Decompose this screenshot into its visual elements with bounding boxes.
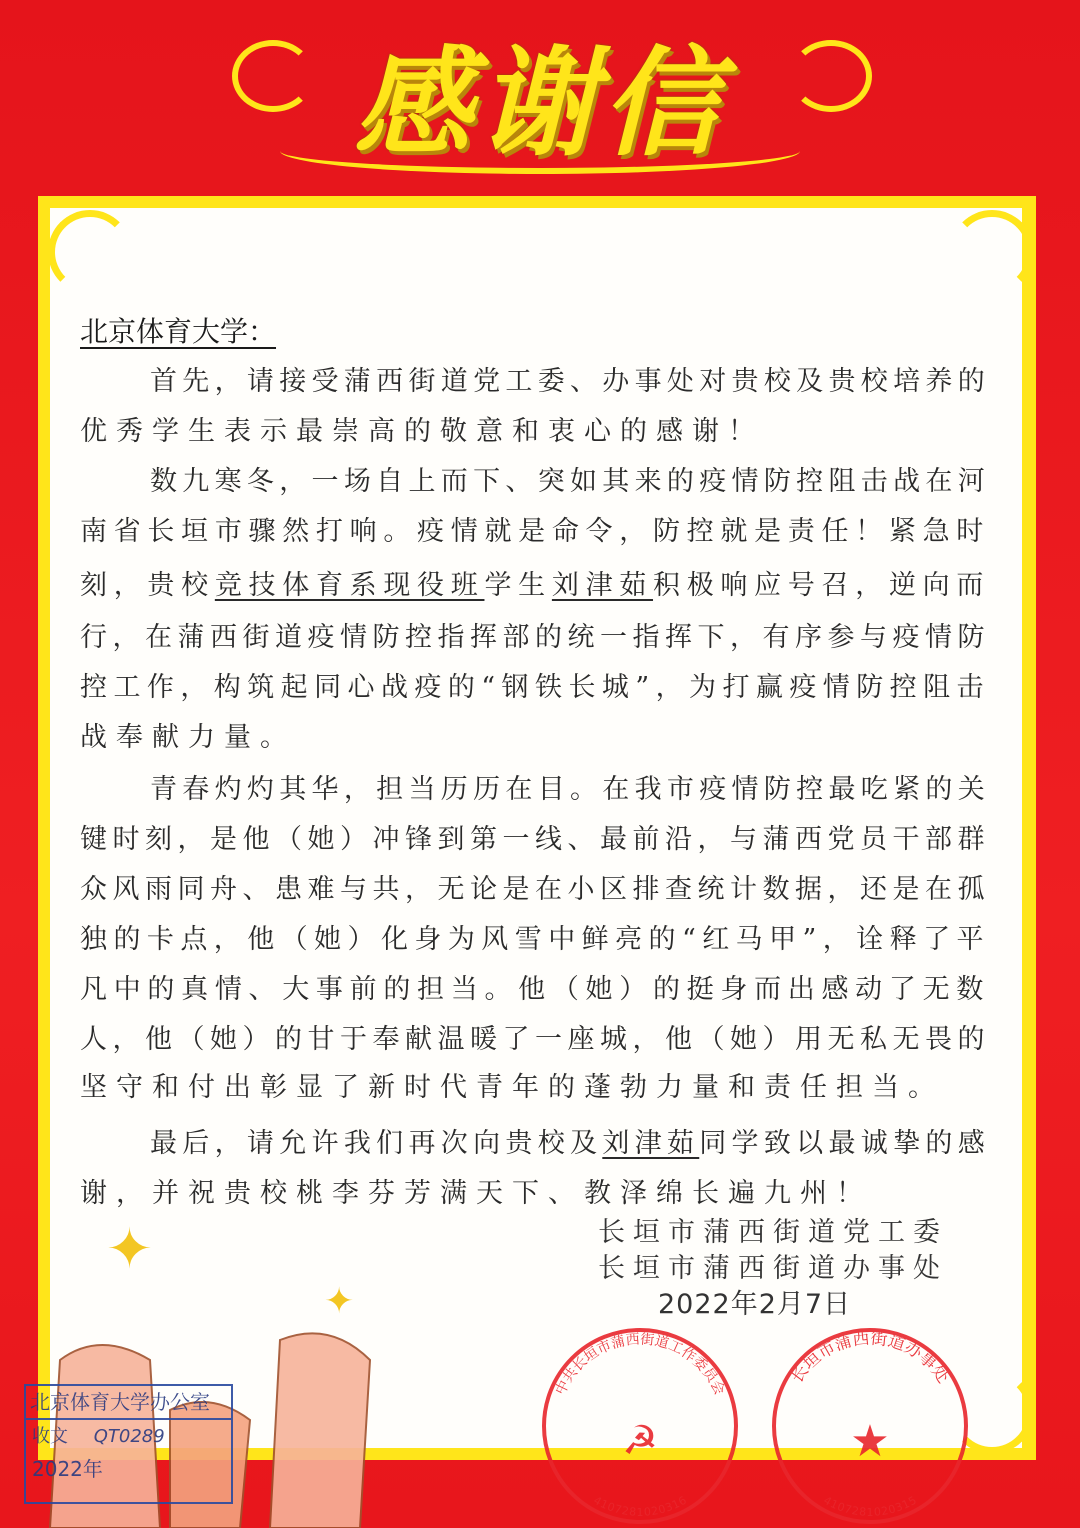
body-line (80, 1022, 990, 1058)
body-line (150, 1126, 990, 1162)
body-text: 众风雨同舟、患难与共，无论是在小区排查统计数据，还是在孤 (80, 874, 990, 905)
body-text: 最后，请允许我们再次向贵校及 (150, 1128, 603, 1159)
signature-org-office: 长垣市蒲西街道办事处 (598, 1253, 948, 1284)
body-line (80, 1070, 990, 1106)
body-line (80, 720, 990, 756)
body-line (150, 364, 990, 400)
body-line-text (80, 670, 990, 706)
body-text: 积极响应号召，逆向而 (653, 570, 991, 601)
office-seal (770, 1326, 970, 1526)
body-line (80, 620, 990, 656)
body-line (80, 414, 990, 450)
received-document-stamp (24, 1384, 233, 1504)
body-line-text (80, 922, 990, 958)
body-text: 人，他（她）的甘于奉献温暖了一座城，他（她）用无私无畏的 (80, 1024, 990, 1055)
title-flourish-bottom (280, 128, 800, 174)
body-line-text (80, 414, 764, 450)
received-stamp-date: 2022年 (32, 1457, 103, 1481)
body-text: 刻，贵校 (80, 570, 215, 601)
body-line-text (150, 364, 990, 400)
body-line-text (80, 872, 990, 908)
body-line-text (80, 620, 990, 656)
body-line-text (150, 464, 990, 500)
corner-ornament-top-left (48, 210, 132, 294)
signature-date: 2022年2月7日 (658, 1289, 852, 1320)
body-line (80, 972, 990, 1008)
body-line-text (150, 1126, 990, 1162)
seal-graphic (540, 1326, 740, 1526)
body-line (80, 1176, 990, 1212)
body-text: 坚守和付出彰显了新时代青年的蓬勃力量和责任担当。 (80, 1072, 944, 1103)
seal-ring-text: 长垣市蒲西街道办事处 (786, 1328, 954, 1387)
body-line-text (80, 720, 296, 756)
body-text: 键时刻，是他（她）冲锋到第一线、最前沿，与蒲西党员干部群 (80, 824, 990, 855)
body-text: 青春灼灼其华，担当历历在目。在我市疫情防控最吃紧的关 (150, 774, 990, 805)
party-committee-seal (540, 1326, 740, 1526)
body-text: 优秀学生表示最崇高的敬意和衷心的感谢！ (80, 416, 764, 447)
star-icon: ★ (850, 1416, 890, 1467)
body-line (80, 514, 990, 550)
seal-code: 4107281020315 (821, 1493, 919, 1519)
body-line (150, 464, 990, 500)
body-text: 凡中的真情、大事前的担当。他（她）的挺身而出感动了无数 (80, 974, 990, 1005)
body-line-text (80, 1176, 872, 1212)
body-line (80, 872, 990, 908)
underlined-name: 刘津茹 (551, 570, 654, 601)
body-text: 独的卡点，他（她）化身为风雪中鲜亮的“红马甲”，诠释了平 (80, 924, 990, 955)
body-text: 谢，并祝贵校桃李芬芳满天下、教泽绵长遍九州！ (80, 1178, 872, 1209)
body-line (150, 772, 990, 808)
title-flourish-left (232, 40, 314, 112)
body-line-text (80, 822, 990, 858)
sparkle-icon: ✦ (324, 1281, 355, 1322)
body-text: 行，在蒲西街道疫情防控指挥部的统一指挥下，有序参与疫情防 (80, 622, 990, 653)
body-line (80, 670, 990, 706)
body-line (80, 568, 990, 604)
sparkle-icon: ✦ (106, 1217, 153, 1282)
body-line (80, 822, 990, 858)
corner-ornament-top-right (950, 210, 1034, 294)
body-line (80, 922, 990, 958)
body-line-text (80, 1022, 990, 1058)
body-line-text (150, 772, 990, 808)
seal-graphic (770, 1326, 970, 1526)
body-text: 首先，请接受蒲西街道党工委、办事处对贵校及贵校培养的 (150, 366, 990, 397)
seal-ring-text: 中共长垣市蒲西街道工作委员会 (552, 1331, 728, 1398)
body-text: 数九寒冬，一场自上而下、突如其来的疫情防控阻击战在河 (150, 466, 990, 497)
body-text: 控工作，构筑起同心战疫的“钢铁长城”，为打赢疫情防控阻击 (80, 672, 990, 703)
hammer-sickle-icon: ☭ (622, 1418, 658, 1464)
title-flourish-right (790, 40, 872, 112)
received-stamp-label: 收文 (32, 1426, 68, 1447)
underlined-name: 竞技体育系现役班 (214, 570, 485, 601)
underlined-name: 刘津茹 (602, 1128, 700, 1159)
salutation: 北京体育大学： (80, 315, 277, 348)
body-text: 同学致以最诚挚的感 (699, 1128, 991, 1159)
letter-title: 感谢信 (353, 34, 726, 172)
body-line-text (80, 1070, 944, 1106)
body-line-text (80, 972, 990, 1008)
received-stamp-number: QT0289 (93, 1426, 165, 1447)
signature-org-party: 长垣市蒲西街道党工委 (598, 1217, 948, 1248)
body-text: 南省长垣市骤然打响。疫情就是命令，防控就是责任！紧急时 (80, 516, 990, 547)
seal-code: 4107281020316 (591, 1493, 689, 1519)
received-stamp-org: 北京体育大学办公室 (26, 1386, 231, 1420)
body-line-text (80, 568, 990, 604)
body-text: 学生 (484, 570, 552, 601)
body-line-text (80, 514, 990, 550)
body-text: 战奉献力量。 (80, 722, 296, 753)
